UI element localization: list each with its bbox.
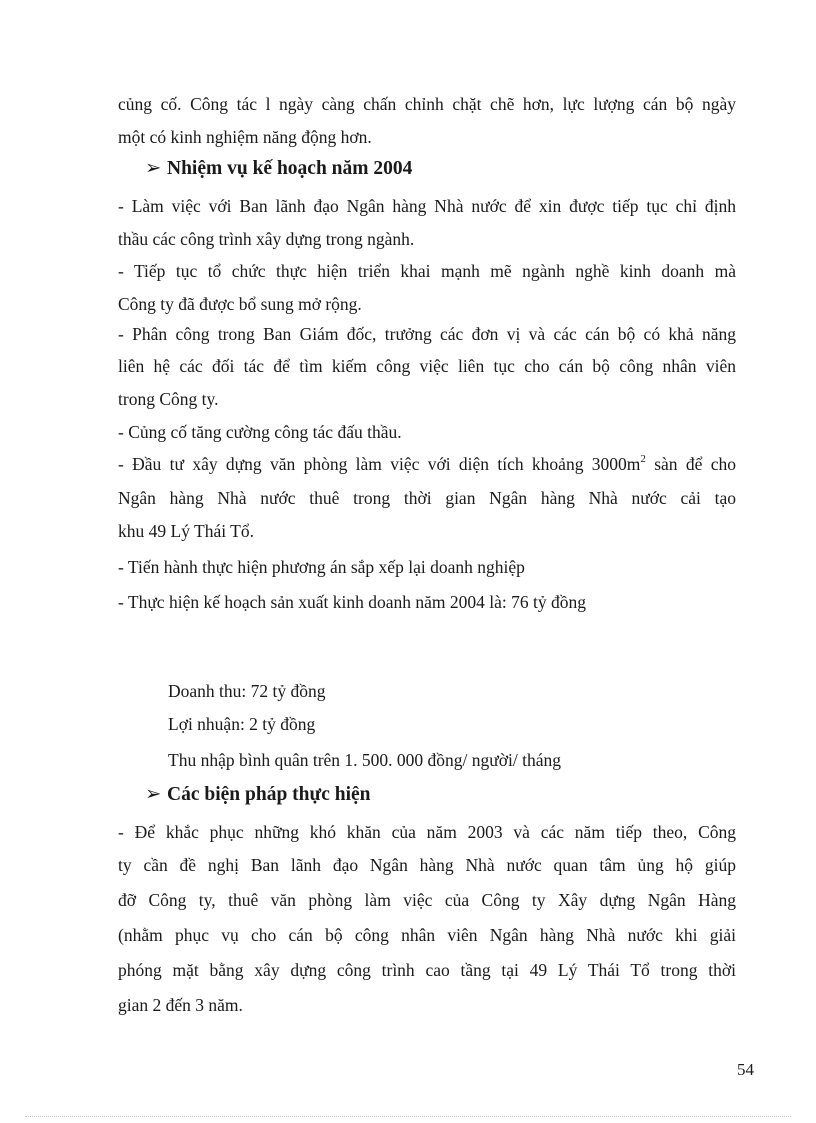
list-item-line: - Tiến hành thực hiện phương án sắp xếp lại doanh nghiệp bbox=[118, 557, 525, 577]
list-item-line: - Tiếp tục tổ chức thực hiện triển khai mạnh mẽ ngành nghề kinh doanh mà bbox=[118, 261, 736, 281]
list-item-text: sàn để cho bbox=[645, 454, 736, 474]
list-item-line: liên hệ các đối tác để tìm kiếm công việc liên tục cho cán bộ công nhân viên bbox=[118, 356, 736, 376]
page-number: 54 bbox=[737, 1060, 754, 1079]
section-heading-measures bbox=[145, 782, 371, 808]
list-item-line-with-superscript bbox=[118, 452, 736, 476]
paragraph-line: gian 2 đến 3 năm. bbox=[118, 995, 243, 1015]
list-item-line: trong Công ty. bbox=[118, 389, 219, 409]
list-item-line: Ngân hàng Nhà nước thuê trong thời gian Ngân hàng Nhà nước cải tạo bbox=[118, 488, 736, 508]
paragraph-line: củng cố. Công tác l ngày càng chấn chỉnh chặt chẽ hơn, lực lượng cán bộ ngày bbox=[118, 94, 736, 114]
list-item-line: khu 49 Lý Thái Tổ. bbox=[118, 521, 254, 541]
list-item-line: - Phân công trong Ban Giám đốc, trưởng các đơn vị và các cán bộ có khả năng bbox=[118, 324, 736, 344]
superscript-text: 2 bbox=[640, 453, 646, 466]
list-item-text: - Đầu tư xây dựng văn phòng làm việc với diện tích khoảng 3000m bbox=[118, 454, 641, 474]
arrow-bullet-icon: ➢ bbox=[145, 784, 162, 805]
section-heading-text: Các biện pháp thực hiện bbox=[167, 784, 371, 805]
list-item-line: thầu các công trình xây dựng trong ngành. bbox=[118, 229, 415, 249]
arrow-bullet-icon: ➢ bbox=[145, 158, 162, 179]
footer-dotted-divider bbox=[25, 1116, 791, 1117]
paragraph-line: đỡ Công ty, thuê văn phòng làm việc của Công ty Xây dựng Ngân Hàng bbox=[118, 890, 736, 910]
list-item-line: - Thực hiện kế hoạch sản xuất kinh doanh năm 2004 là: 76 tỷ đồng bbox=[118, 592, 586, 612]
paragraph-line: phóng mặt bằng xây dựng công trình cao tầng tại 49 Lý Thái Tổ trong thời bbox=[118, 960, 736, 980]
target-profit: Lợi nhuận: 2 tỷ đồng bbox=[168, 714, 316, 734]
paragraph-line: một có kinh nghiệm năng động hơn. bbox=[118, 127, 372, 147]
target-income: Thu nhập bình quân trên 1. 500. 000 đồng/ người/ tháng bbox=[168, 750, 561, 770]
section-heading-plan-2004 bbox=[145, 156, 412, 182]
paragraph-line: ty cần đề nghị Ban lãnh đạo Ngân hàng Nhà nước quan tâm ủng hộ giúp bbox=[118, 855, 736, 875]
list-item-line: - Làm việc với Ban lãnh đạo Ngân hàng Nhà nước để xin được tiếp tục chỉ định bbox=[118, 196, 736, 216]
target-revenue: Doanh thu: 72 tỷ đồng bbox=[168, 681, 326, 701]
paragraph-line: (nhằm phục vụ cho cán bộ công nhân viên Ngân hàng Nhà nước khi giải bbox=[118, 925, 736, 945]
list-item-line: Công ty đã được bổ sung mở rộng. bbox=[118, 294, 362, 314]
list-item-line: - Củng cố tăng cường công tác đấu thầu. bbox=[118, 422, 402, 442]
paragraph-line: - Để khắc phục những khó khăn của năm 2003 và các năm tiếp theo, Công bbox=[118, 822, 736, 842]
section-heading-text: Nhiệm vụ kế hoạch năm 2004 bbox=[167, 158, 413, 179]
